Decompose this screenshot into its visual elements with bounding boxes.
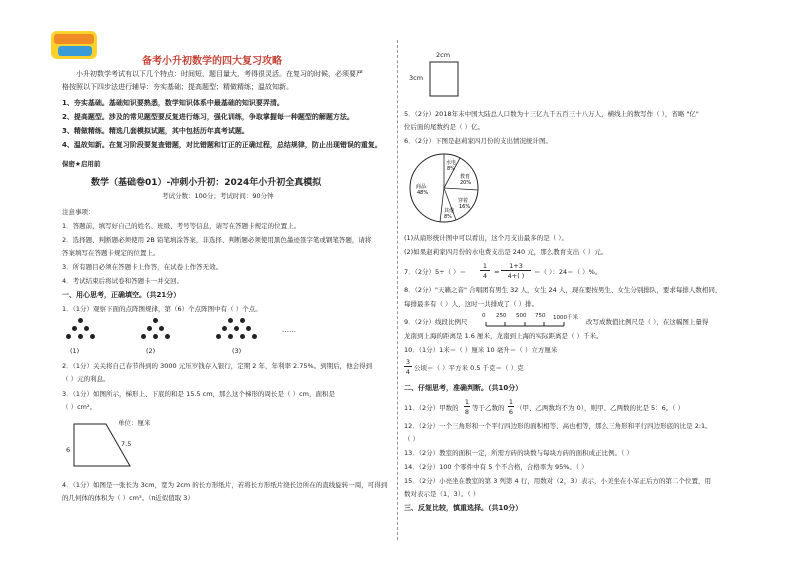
rect-left-label: 3cm bbox=[409, 74, 424, 82]
question-4a: 4．（1分）如图是一张长为 3cm，宽为 2cm 的长方形纸片，若将长方形纸片绕长边所在的直线旋转一周，可得到 bbox=[62, 481, 388, 489]
pie-pct-utilities: 8% bbox=[447, 166, 455, 172]
question-4b: 的几何体的体积为（ ）cm³。（π近似值取 3） bbox=[62, 494, 194, 502]
exam-subtitle: 考试分数：100分；考试时间：90分钟 bbox=[162, 192, 274, 200]
tip-1: 1、夯实基础。基础知识要熟悉，数学知识体系中最基础的知识要弄清。 bbox=[62, 99, 284, 107]
q7-fraction2-den: 4+( ) bbox=[507, 272, 525, 280]
q11-frac2-num: 1 bbox=[508, 398, 514, 406]
question-8a: 8．（2分）"天籁之音" 合唱团有男生 32 人，女生 24 人，现在要按男生、女生分别排队，要求每排人数相同， bbox=[404, 286, 722, 294]
question-15b: 数对表示是（1，3）。（ ） bbox=[404, 490, 480, 498]
q7-fraction2-num: 1+3 bbox=[501, 262, 531, 271]
question-9-prefix: 9．（2分）线段比例尺 bbox=[404, 318, 468, 326]
pie-label-clothing: 穿着 bbox=[458, 198, 469, 204]
column-divider bbox=[397, 40, 398, 540]
figure-label-3: (3) bbox=[232, 347, 242, 355]
question-13: 13．（2分）教室的面积一定，所需方砖的块数与每块方砖的面积成正比例。（ ） bbox=[404, 449, 633, 457]
scale-tick-250: 250 bbox=[496, 313, 507, 319]
q10-fraction-num: 3 bbox=[405, 358, 411, 366]
question-9b: 龙南到上海的距离是 1.6 厘米，龙南到上海的实际距离是（ ）千米。 bbox=[404, 332, 603, 340]
secret-mark: 保密★启用前 bbox=[62, 160, 101, 168]
note-1: 1．答题前，填写好自己的姓名、班级、考号等信息，请写在答题卡规定的位置上。 bbox=[62, 222, 301, 230]
tip-3: 3、精做精练。精选几套模拟试题，其中包括历年真考试题。 bbox=[62, 127, 249, 135]
intro-line-1: 小升初数学考试有以下几个特点：时间短，题目量大，考得很灵活。在复习的时候，必须要严 bbox=[76, 70, 363, 78]
question-3a: 3．（1分）如图所示，梯形上、下底的和是 15.5 cm，那么这个梯形的周长是（ ）cm，面积是 bbox=[62, 390, 336, 398]
q11-frac1-den: 8 bbox=[464, 408, 470, 416]
question-9-suffix: 改写成数值比例尺是（ ），在这幅图上量得 bbox=[586, 318, 709, 326]
notes-title: 注意事项： bbox=[62, 208, 95, 216]
question-2a: 2．（1分）关关将自己春节得到的 3000 元压岁钱存入银行，定期 2 年，年利率 2.75%。到期后，他会得到 bbox=[62, 362, 373, 370]
question-6a: (1)从扇形统计图中可以看出，这个月支出最多的是（ ）。 bbox=[404, 234, 569, 242]
question-15a: 15．（2分）小亮坐在教室的第 3 列第 4 行，用数对（2，3）表示，小美坐在小军正后方的第二个位置，用 bbox=[404, 477, 711, 485]
q7-fraction1-den: 4 bbox=[482, 272, 488, 280]
note-2b: 答案填写在答题卡规定的位置上。 bbox=[62, 249, 160, 257]
question-12a: 12．（2分）一个三角形和一个平行四边形的面积相等，高也相等，那么三角形和平行四边形底的比是 2:1。 bbox=[404, 422, 712, 430]
question-14: 14．（2分）100 个零件中有 5 个不合格，合格率为 95%。（ ） bbox=[404, 463, 588, 471]
scale-tick-500: 500 bbox=[516, 313, 527, 319]
pie-label-education: 教育 bbox=[460, 174, 471, 180]
q7-equals: = bbox=[494, 268, 500, 276]
exam-title: 数学（基础卷01）-冲刺小升初：2024年小升初全真模拟 bbox=[91, 178, 322, 188]
brand-logo bbox=[50, 30, 98, 60]
note-2a: 2．选择题、判断题必须使用 2B 铅笔填涂答案，非选择、判断题必须使用黑色墨迹签字笔或钢笔答题，请将 bbox=[62, 236, 372, 244]
question-7-suffix: ＝（ ）：24＝（ ）%。 bbox=[534, 268, 602, 276]
pie-label-utilities: 水电 bbox=[446, 160, 457, 166]
trapezoid-right-side: 7.5 bbox=[121, 440, 132, 448]
question-11-prefix: 11．（2分）甲数的 bbox=[404, 404, 459, 412]
question-10a: 10．（1分）1米＝（ ）厘米 10 毫升＝（ ）立方厘米 bbox=[404, 346, 558, 354]
page-heading: 备考小升初数学的四大复习攻略 bbox=[142, 56, 282, 67]
question-6: 6．（2分）下图是赵莉家四月份的支出情况统计图。 bbox=[404, 137, 553, 145]
q11-frac2-den: 6 bbox=[508, 408, 514, 416]
question-11-suffix: （甲、乙两数均不为 0），则甲、乙两数的比是 5：6。（ ） bbox=[516, 404, 685, 412]
question-1: 1．（1分）观察下面的点阵图规律，第（6）个点阵图中有（ ）个点。 bbox=[62, 305, 262, 313]
question-5a: 5．（2分）2018年末中国大陆总人口数为十三亿九千五百三十八万人，横线上的数写作（ ），省略 "亿" bbox=[404, 110, 699, 118]
pie-label-goods: 商品 bbox=[416, 184, 427, 190]
figure-label-2: (2) bbox=[146, 347, 156, 355]
question-8b: 每排最多有（ ）人，这时一共排成了（ ）排。 bbox=[404, 300, 539, 308]
pie-label-other: 其他 bbox=[444, 208, 455, 214]
pie-pct-education: 20% bbox=[460, 180, 472, 186]
rect-top-label: 2cm bbox=[436, 51, 451, 59]
q10-fraction-den: 4 bbox=[405, 368, 411, 376]
scale-tick-1000: 1000千米 bbox=[553, 315, 578, 321]
q7-fraction1-num: 1 bbox=[480, 262, 490, 271]
section-1-title: 一、用心思考，正确填空。（共21分） bbox=[62, 291, 181, 299]
figure-label-1: (1) bbox=[70, 347, 80, 355]
dots-ellipsis: …… bbox=[282, 326, 296, 334]
pie-chart bbox=[404, 148, 484, 228]
scale-tick-0: 0 bbox=[482, 313, 486, 319]
scale-tick-750: 750 bbox=[535, 313, 546, 319]
pie-pct-clothing: 16% bbox=[459, 204, 471, 210]
question-12b: （ ） bbox=[404, 435, 420, 443]
question-5b: 位后面的尾数约是（ ）亿。 bbox=[404, 123, 485, 131]
intro-line-2: 格按照以下四步法进行辅导：夯实基础；提高题型；精做精练；温故知新。 bbox=[62, 83, 293, 91]
unit-label: 单位：厘米 bbox=[118, 419, 151, 427]
note-3: 3．所有题目必须在答题卡上作答，在试卷上作答无效。 bbox=[62, 263, 223, 271]
pie-pct-other: 8% bbox=[444, 214, 452, 220]
question-3b: （ ）cm²。 bbox=[62, 403, 97, 411]
question-6b: (2)如果赵莉家四月份的水电费支出是 240 元，那么教育支出（ ）元。 bbox=[404, 248, 608, 256]
rectangle-figure bbox=[418, 54, 470, 98]
question-10b: 公顷＝（ ）平方米 0.5 千克＝（ ）克 bbox=[414, 364, 524, 372]
section-2-title: 二、仔细思考，准确判断。（共10分） bbox=[404, 384, 523, 392]
pie-pct-goods: 48% bbox=[417, 190, 429, 196]
question-11-mid: 等于乙数的 bbox=[472, 404, 505, 412]
q11-frac1-num: 1 bbox=[464, 398, 470, 406]
note-4: 4．考试结束后将试卷和答题卡一并交回。 bbox=[62, 277, 184, 285]
section-3-title: 三、反复比较，慎重选择。（共10分） bbox=[404, 504, 523, 512]
trapezoid-left-side: 6 bbox=[66, 446, 71, 454]
tip-4: 4、温故知新。在复习阶段要复查错题，对比错题和订正的正确过程，总结规律，防止出现错误的重复。 bbox=[62, 141, 382, 149]
question-2b: （ ）元的利息。 bbox=[62, 375, 110, 383]
tip-2: 2、提高题型。涉及的常见题型要反复进行练习，强化训练，争取掌握每一种题型的解题方法。 bbox=[62, 113, 354, 121]
question-7-prefix: 7．（2分）5÷（ ）＝ bbox=[404, 268, 467, 276]
